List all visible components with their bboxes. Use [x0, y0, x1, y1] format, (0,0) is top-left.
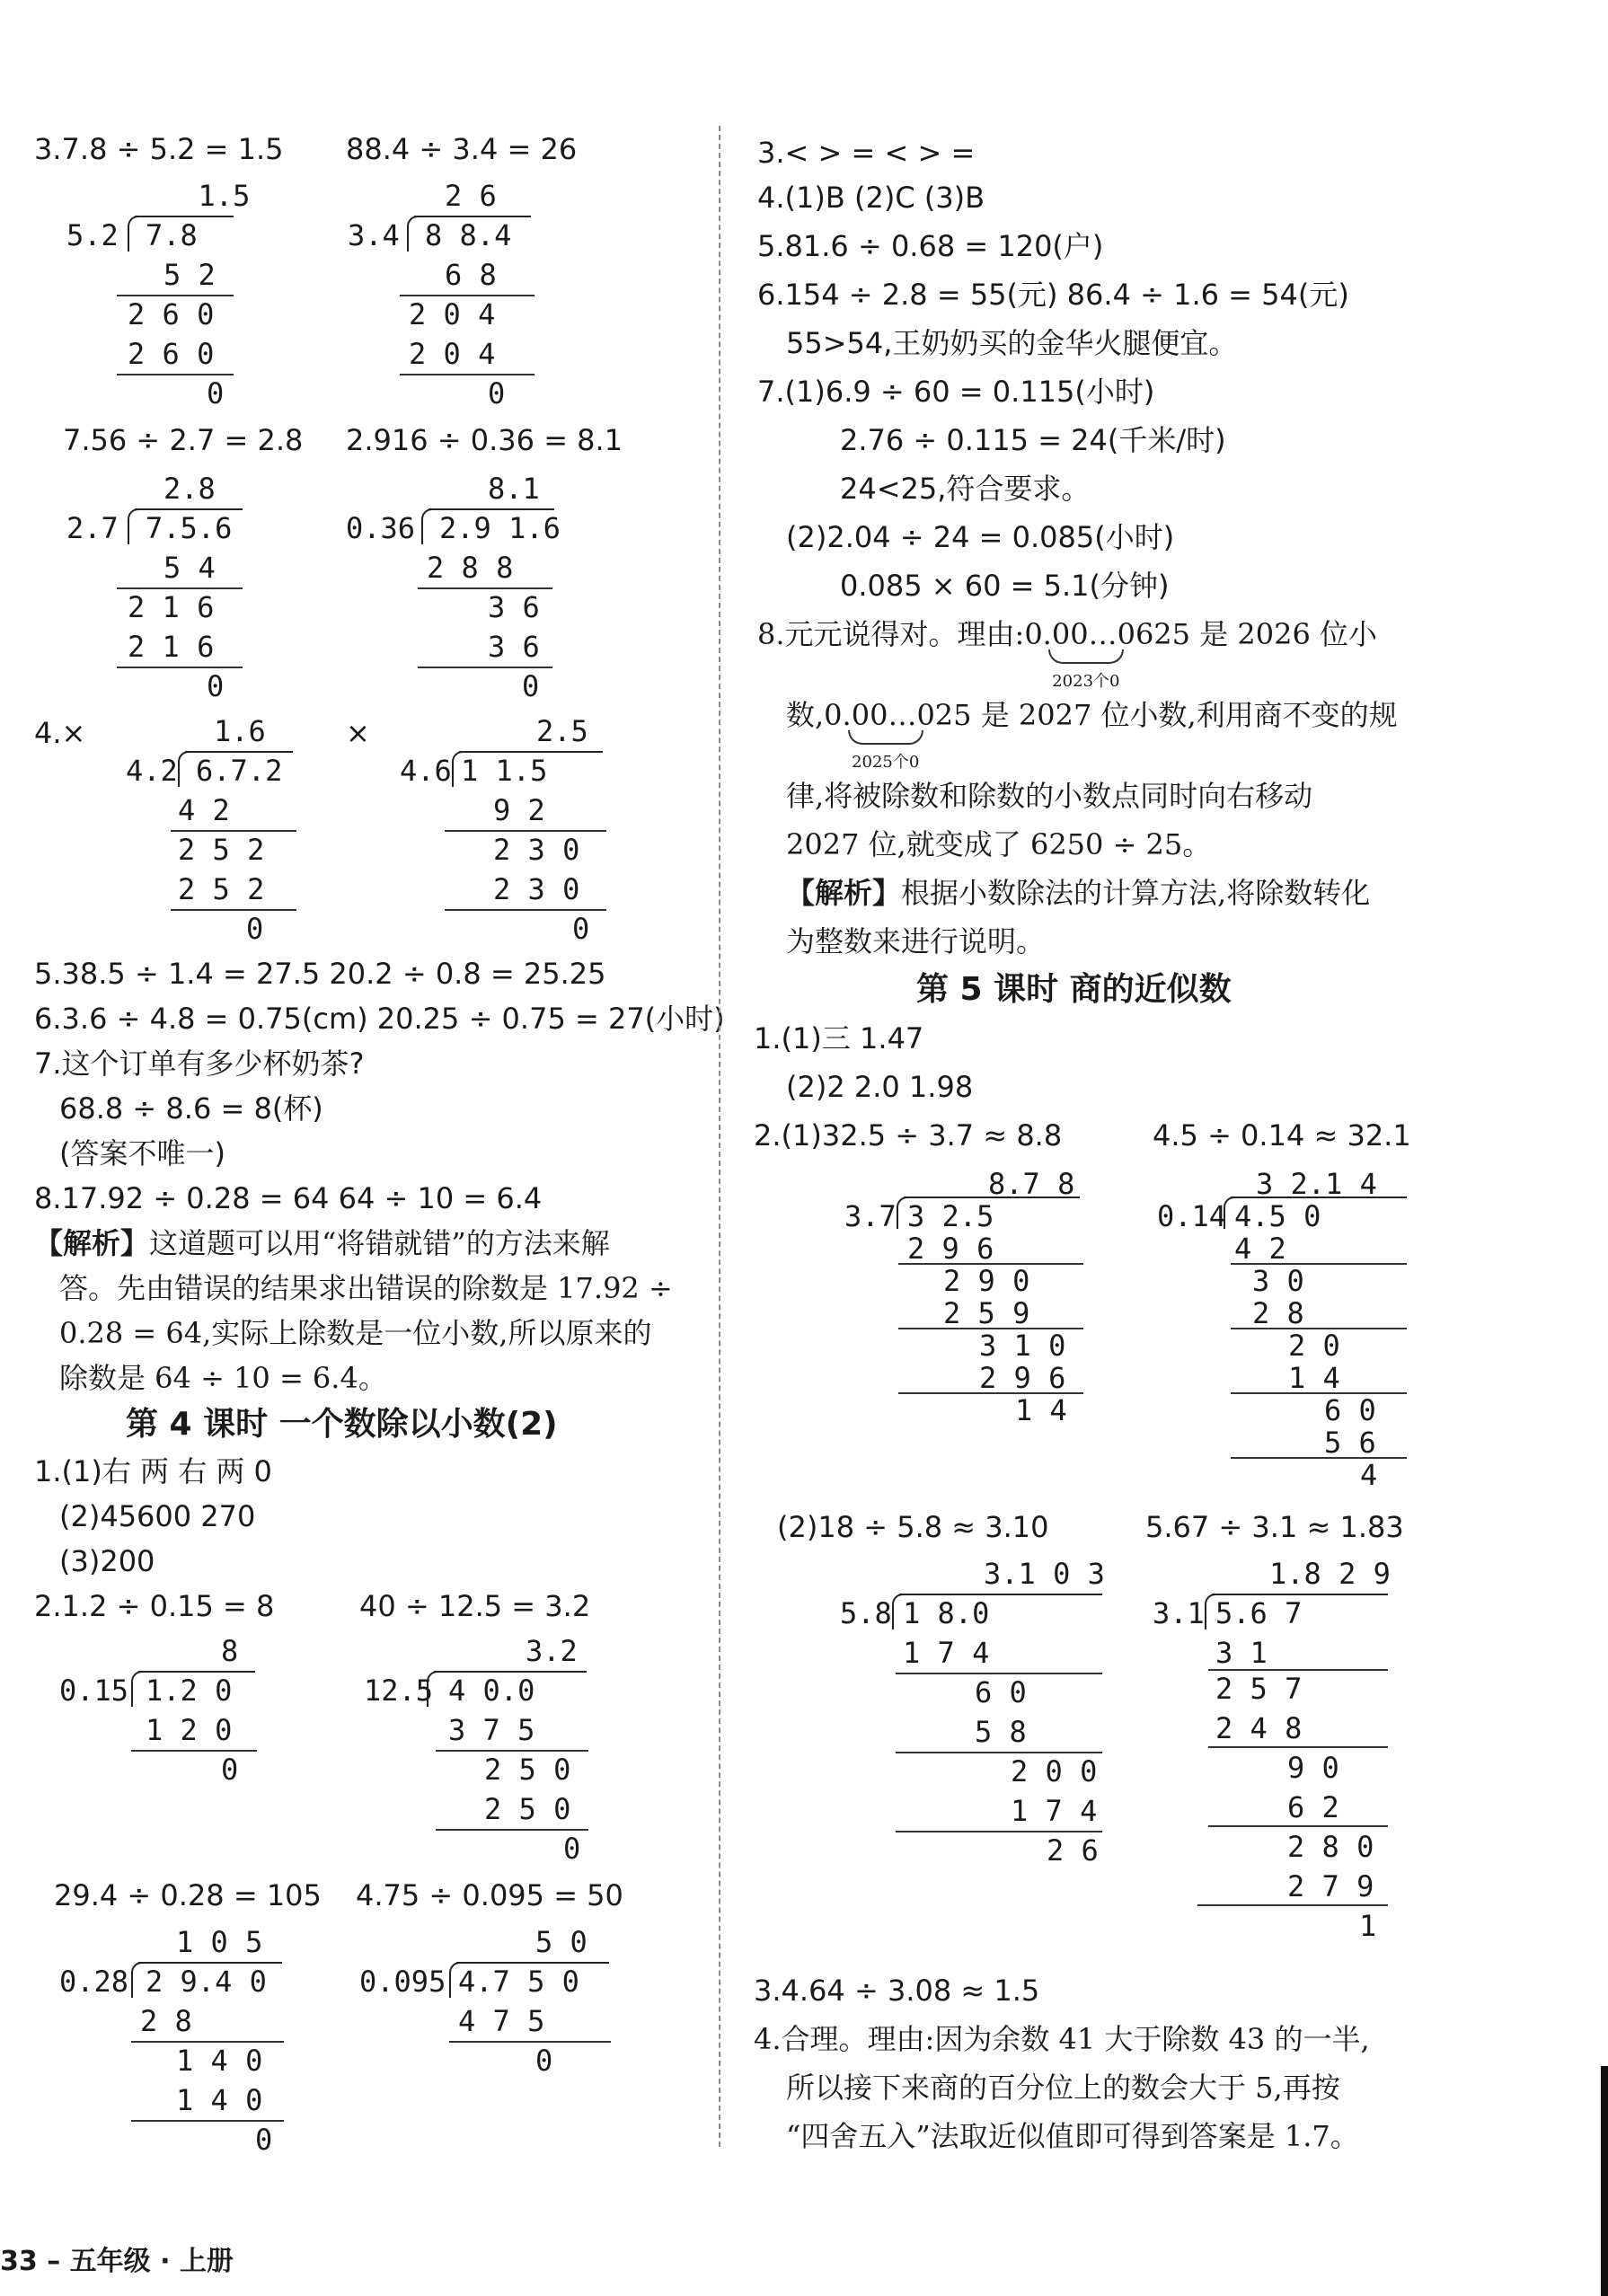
problem-7-note: (答案不唯一) [59, 1136, 225, 1170]
step: 6 0 [1324, 1393, 1376, 1427]
divisor: 2.7 [66, 511, 119, 545]
step: 1 [1359, 1909, 1377, 1943]
step: 3 6 [488, 630, 540, 664]
page-edge-shadow [1601, 2066, 1608, 2296]
division-bar [1231, 1197, 1407, 1198]
divisor: 12.5 [364, 1673, 434, 1708]
quotient: 3 2.1 4 [1256, 1167, 1377, 1201]
dividend: 7.8 [146, 218, 198, 252]
division-bracket [407, 216, 423, 252]
quotient: 8.1 [488, 472, 540, 506]
step: 2 6 0 [128, 337, 215, 371]
dividend: 5.6 7 [1215, 1596, 1303, 1630]
braced-digits [851, 698, 935, 772]
division-bar [904, 1197, 1080, 1198]
step: 5 8 [975, 1715, 1027, 1749]
dividend: 2 9.4 0 [146, 1965, 267, 1999]
step-line [131, 1750, 257, 1752]
division-bar [459, 751, 603, 753]
step-line [400, 295, 535, 296]
lesson5-problem-1-2: (2)2 2.0 1.98 [786, 1070, 974, 1104]
step: 1 4 [1288, 1361, 1340, 1395]
step: 2 9 6 [979, 1361, 1066, 1395]
quotient: 1 0 5 [176, 1925, 263, 1959]
dividend: 4 0.0 [448, 1673, 535, 1708]
digits: 00…0 [851, 698, 935, 732]
step: 2 0 4 [409, 337, 496, 371]
division-bracket [421, 508, 437, 544]
step: 2 7 9 [1287, 1869, 1374, 1903]
lesson5-problem-4-line-2: 所以接下来商的百分位上的数会大于 5,再按 [786, 2071, 1340, 2105]
divisor: 4.6 [400, 754, 452, 788]
r-problem-8-line-2 [786, 697, 1398, 772]
analysis-line-4: 除数是 64 ÷ 10 = 6.4。 [59, 1361, 387, 1395]
division-bracket [427, 1671, 443, 1707]
step-line [418, 587, 552, 589]
quotient: 2 6 [445, 179, 497, 213]
step: 9 2 [493, 793, 545, 827]
lesson4-problem-line: 29.4 ÷ 0.28 = 105 [54, 1878, 322, 1912]
step: 0 [207, 669, 225, 703]
lesson4-problem-1-2: (2)45600 270 [59, 1499, 256, 1533]
lesson5-problem-4-line-1: 4.合理。理由:因为余数 41 大于除数 43 的一半, [754, 2022, 1370, 2056]
lesson4-problem-2b: 40 ÷ 12.5 = 3.2 [359, 1589, 591, 1623]
step: 5 2 [163, 258, 216, 292]
brace-label: 2023个0 [1052, 672, 1120, 691]
r-problem-7-line: 2.76 ÷ 0.115 = 24(千米/时) [840, 423, 1226, 457]
quotient: 8 [221, 1634, 239, 1668]
step: 4 [1360, 1458, 1378, 1492]
division-bracket [128, 216, 144, 252]
step-line [171, 830, 296, 832]
step-line [449, 2041, 611, 2043]
r-problem-4: 4.(1)B (2)C (3)B [757, 181, 985, 215]
step: 5 4 [163, 551, 216, 585]
analysis-line-3: 0.28 = 64,实际上除数是一位小数,所以原来的 [59, 1316, 652, 1350]
step: 2 0 [1288, 1329, 1340, 1363]
divisor: 3.7 [844, 1199, 897, 1233]
underbrace [848, 730, 923, 781]
step: 2 5 0 [484, 1792, 571, 1826]
step: 2 5 9 [943, 1296, 1030, 1330]
step-line [117, 587, 243, 589]
division-bar [429, 508, 554, 510]
r-problem-7-line: 24<25,符合要求。 [840, 472, 1091, 506]
text: 625 是 2026 位小 [1135, 617, 1377, 651]
problem-6-line: 6.3.6 ÷ 4.8 = 0.75(cm) 20.25 ÷ 0.75 = 27(小时) [34, 1002, 725, 1036]
problem-line: 2.916 ÷ 0.36 = 8.1 [346, 423, 623, 457]
step: 1 4 0 [176, 2044, 263, 2078]
step: 9 0 [1287, 1751, 1339, 1785]
lesson4-problem-1-3: (3)200 [59, 1544, 155, 1578]
step: 2 0 0 [1011, 1754, 1098, 1788]
step-line [1208, 1825, 1388, 1827]
step: 2 3 0 [493, 833, 580, 867]
step-line [436, 1829, 588, 1831]
text: 数,0. [786, 698, 852, 732]
step: 2 4 8 [1215, 1711, 1303, 1745]
step: 2 5 0 [484, 1753, 571, 1787]
step: 4 7 5 [458, 2004, 545, 2038]
step: 0 [255, 2123, 273, 2157]
digits: 00…0 [1051, 617, 1135, 651]
step: 2 8 0 [1287, 1830, 1374, 1864]
quotient: 2.8 [163, 472, 216, 506]
step: 2 9 6 [907, 1232, 994, 1266]
step: 2 0 4 [409, 297, 496, 331]
step: 2 1 6 [128, 590, 215, 624]
division-6 [400, 715, 615, 949]
problem-5-line: 5.38.5 ÷ 1.4 = 27.5 20.2 ÷ 0.8 = 25.25 [34, 957, 606, 991]
step: 2 8 8 [427, 551, 514, 585]
analysis-label: 【解析】 [786, 876, 902, 910]
dividend: 4.5 0 [1234, 1199, 1321, 1233]
section-heading-lesson-5: 第 5 课时 商的近似数 [916, 971, 1232, 1008]
step: 3 1 [1215, 1636, 1268, 1670]
step-line [896, 1831, 1102, 1832]
division-bar [135, 508, 243, 510]
analysis-text: 这道题可以用“将错就错”的方法来解 [149, 1226, 610, 1260]
step: 2 8 [1252, 1296, 1304, 1330]
division-bar [899, 1594, 1102, 1595]
step-line [131, 2120, 284, 2122]
division-bar [1212, 1594, 1388, 1595]
dividend: 1 1.5 [461, 754, 548, 788]
divisor: 0.36 [346, 511, 416, 545]
step: 0 [246, 912, 264, 946]
section-heading-lesson-4: 第 4 课时 一个数除以小数(2) [126, 1406, 558, 1443]
problem-4-mark: 4.× [34, 716, 86, 750]
division-4 [346, 472, 561, 706]
division-14 [1153, 1558, 1413, 1962]
divisor: 0.28 [59, 1965, 129, 1999]
analysis-label: 【解析】 [34, 1226, 150, 1260]
division-1 [63, 179, 251, 413]
quotient: 8.7 8 [988, 1167, 1075, 1201]
division-2 [346, 180, 543, 413]
step: 0 [221, 1753, 239, 1787]
dividend: 8 8.4 [425, 218, 512, 252]
problem-7-line: 7.这个订单有多少杯奶茶? [34, 1046, 365, 1081]
problem-3-line: 3.7.8 ÷ 5.2 = 1.5 [34, 132, 284, 166]
dividend: 2.9 1.6 [439, 511, 561, 545]
r-problem-5: 5.81.6 ÷ 0.68 = 120(户) [757, 229, 1104, 263]
division-bar [414, 216, 531, 217]
left-column [0, 0, 723, 2296]
problem-7-answer: 68.8 ÷ 8.6 = 8(杯) [59, 1091, 323, 1126]
divisor: 0.14 [1157, 1199, 1227, 1233]
r-problem-7: 7.(1)6.9 ÷ 60 = 0.115(小时) [757, 375, 1155, 409]
step: 4 2 [1234, 1232, 1286, 1266]
division-12 [1157, 1168, 1418, 1509]
quotient: 1.5 [163, 179, 251, 213]
text: 25 是 2027 位小数,利用商不变的规 [934, 698, 1398, 732]
division-5 [126, 715, 305, 949]
r-problem-8-line-4: 2027 位,就变成了 6250 ÷ 25。 [786, 827, 1212, 861]
step: 0 [563, 1832, 581, 1866]
step: 1 4 [1015, 1393, 1067, 1427]
r-analysis-line-1 [786, 875, 1370, 911]
lesson5-problem-4-line-3: “四舍五入”法取近似值即可得到答案是 1.7。 [786, 2119, 1359, 2153]
step-line [1231, 1457, 1407, 1459]
problem-3b-line: 88.4 ÷ 3.4 = 26 [346, 132, 578, 166]
step: 1 7 4 [903, 1636, 990, 1670]
division-bar [456, 1962, 609, 1964]
step-line [117, 295, 234, 296]
dividend: 1.2 0 [146, 1673, 233, 1708]
step: 2 5 2 [178, 872, 265, 906]
division-10 [359, 1926, 620, 2088]
step: 2 3 0 [493, 872, 580, 906]
quotient: 2.5 [536, 714, 588, 748]
division-bracket [178, 751, 194, 787]
step-line [445, 830, 606, 832]
division-bar [135, 216, 234, 217]
step-line [896, 1752, 1102, 1753]
step: 6 8 [445, 258, 497, 292]
step-line [436, 1750, 588, 1752]
division-11 [844, 1168, 1087, 1455]
dividend: 4.7 5 0 [458, 1965, 579, 1999]
lesson5-problem-2b: 4.5 ÷ 0.14 ≈ 32.1 [1153, 1118, 1411, 1152]
quotient: 1.6 [214, 714, 266, 748]
step-line [1208, 1669, 1388, 1671]
lesson4-problem-1: 1.(1)右 两 右 两 0 [34, 1454, 272, 1488]
step: 1 4 0 [176, 2083, 263, 2117]
step-line [896, 1673, 1102, 1674]
divisor: 0.095 [359, 1965, 446, 1999]
divisor: 5.8 [840, 1596, 892, 1630]
division-8 [364, 1635, 597, 1877]
r-problem-8-line-3: 律,将被除数和除数的小数点同时向右移动 [786, 779, 1313, 813]
step: 5 6 [1324, 1426, 1376, 1460]
divisor: 5.2 [66, 218, 119, 252]
step: 2 5 7 [1215, 1672, 1303, 1706]
step-line [117, 374, 234, 375]
analysis-line-1 [34, 1225, 610, 1261]
column-divider [719, 126, 720, 2147]
step: 3 1 0 [979, 1329, 1066, 1363]
lesson5-problem-2-2b: 5.67 ÷ 3.1 ≈ 1.83 [1145, 1510, 1404, 1544]
step: 6 0 [975, 1675, 1027, 1709]
r-problem-6-note: 55>54,王奶奶买的金华火腿便宜。 [786, 326, 1238, 360]
division-bar [138, 1671, 255, 1673]
division-bracket [128, 508, 144, 544]
text: 8.元元说得对。理由:0. [757, 617, 1052, 651]
underbrace [1048, 649, 1124, 700]
r-problem-7-2-line: 0.085 × 60 = 5.1(分钟) [840, 569, 1170, 603]
step-line [1208, 1746, 1388, 1748]
division-bar [138, 1962, 282, 1964]
step: 3 0 [1252, 1264, 1304, 1298]
problem-4b-mark: × [346, 716, 370, 750]
right-column [723, 0, 1608, 2296]
analysis-text: 根据小数除法的计算方法,将除数转化 [901, 876, 1371, 910]
division-3 [63, 472, 261, 706]
divisor: 3.1 [1153, 1596, 1205, 1630]
lesson4-problem-2: 2.1.2 ÷ 0.15 = 8 [34, 1589, 275, 1623]
braced-digits [1051, 617, 1135, 691]
division-13 [840, 1558, 1109, 1872]
brace-label: 2025个0 [852, 753, 920, 772]
step-line [117, 667, 243, 668]
step-line [418, 667, 552, 668]
step: 3 6 [488, 590, 540, 624]
r-problem-7-2: (2)2.04 ÷ 24 = 0.085(小时) [786, 520, 1175, 554]
step: 2 8 [140, 2004, 192, 2038]
analysis-line-2: 答。先由错误的结果求出错误的除数是 17.92 ÷ [59, 1271, 673, 1305]
lesson5-problem-2: 2.(1)32.5 ÷ 3.7 ≈ 8.8 [754, 1118, 1063, 1152]
step: 6 2 [1287, 1790, 1339, 1824]
step-line [1231, 1392, 1407, 1394]
quotient: 3.1 0 3 [984, 1557, 1105, 1591]
r-problem-6: 6.154 ÷ 2.8 = 55(元) 86.4 ÷ 1.6 = 54(元) [757, 278, 1349, 312]
step-line [1197, 1904, 1388, 1906]
brace-curve [848, 730, 923, 745]
step: 0 [207, 376, 225, 411]
lesson5-problem-3: 3.4.64 ÷ 3.08 ≈ 1.5 [754, 1974, 1040, 2008]
lesson5-problem-1: 1.(1)三 1.47 [754, 1021, 924, 1055]
division-7 [59, 1635, 266, 1797]
quotient: 3.2 [526, 1634, 578, 1668]
step: 0 [535, 2044, 553, 2078]
division-9 [59, 1926, 293, 2168]
step: 4 2 [178, 793, 230, 827]
step-line [445, 909, 606, 911]
step: 2 1 6 [128, 630, 215, 664]
step-line [131, 2041, 284, 2043]
brace-curve [1048, 649, 1124, 664]
problem-line: 7.56 ÷ 2.7 = 2.8 [63, 423, 304, 457]
step: 2 6 [1047, 1833, 1099, 1868]
step-line [400, 374, 535, 375]
step: 0 [488, 376, 506, 411]
quotient: 5 0 [535, 1925, 588, 1959]
divisor: 4.2 [126, 754, 178, 788]
step: 2 9 0 [943, 1264, 1030, 1298]
dividend: 7.5.6 [146, 511, 233, 545]
r-problem-3: 3.< > = < > = [757, 136, 976, 170]
step: 1 7 4 [1011, 1794, 1098, 1828]
division-bar [434, 1671, 587, 1673]
step: 0 [572, 912, 590, 946]
r-analysis-line-2: 为整数来进行说明。 [786, 924, 1046, 958]
lesson5-problem-2-2: (2)18 ÷ 5.8 ≈ 3.10 [777, 1510, 1049, 1544]
page-footer: 33 – 五年级 · 上册 [0, 2246, 234, 2277]
dividend: 3 2.5 [907, 1199, 994, 1233]
dividend: 6.7.2 [196, 754, 283, 788]
step: 2 6 0 [128, 297, 215, 331]
step-line [171, 909, 296, 911]
step: 1 2 0 [146, 1713, 233, 1747]
division-bar [185, 751, 293, 753]
lesson4-problem-line: 4.75 ÷ 0.095 = 50 [356, 1878, 623, 1912]
divisor: 0.15 [59, 1673, 129, 1708]
step: 2 5 2 [178, 833, 265, 867]
problem-8-line: 8.17.92 ÷ 0.28 = 64 64 ÷ 10 = 6.4 [34, 1181, 543, 1215]
step: 0 [522, 669, 540, 703]
quotient: 1.8 2 9 [1269, 1557, 1391, 1591]
r-problem-8-line-1 [757, 616, 1377, 691]
divisor: 3.4 [348, 218, 400, 252]
dividend: 1 8.0 [903, 1596, 990, 1630]
step: 3 7 5 [448, 1713, 535, 1747]
